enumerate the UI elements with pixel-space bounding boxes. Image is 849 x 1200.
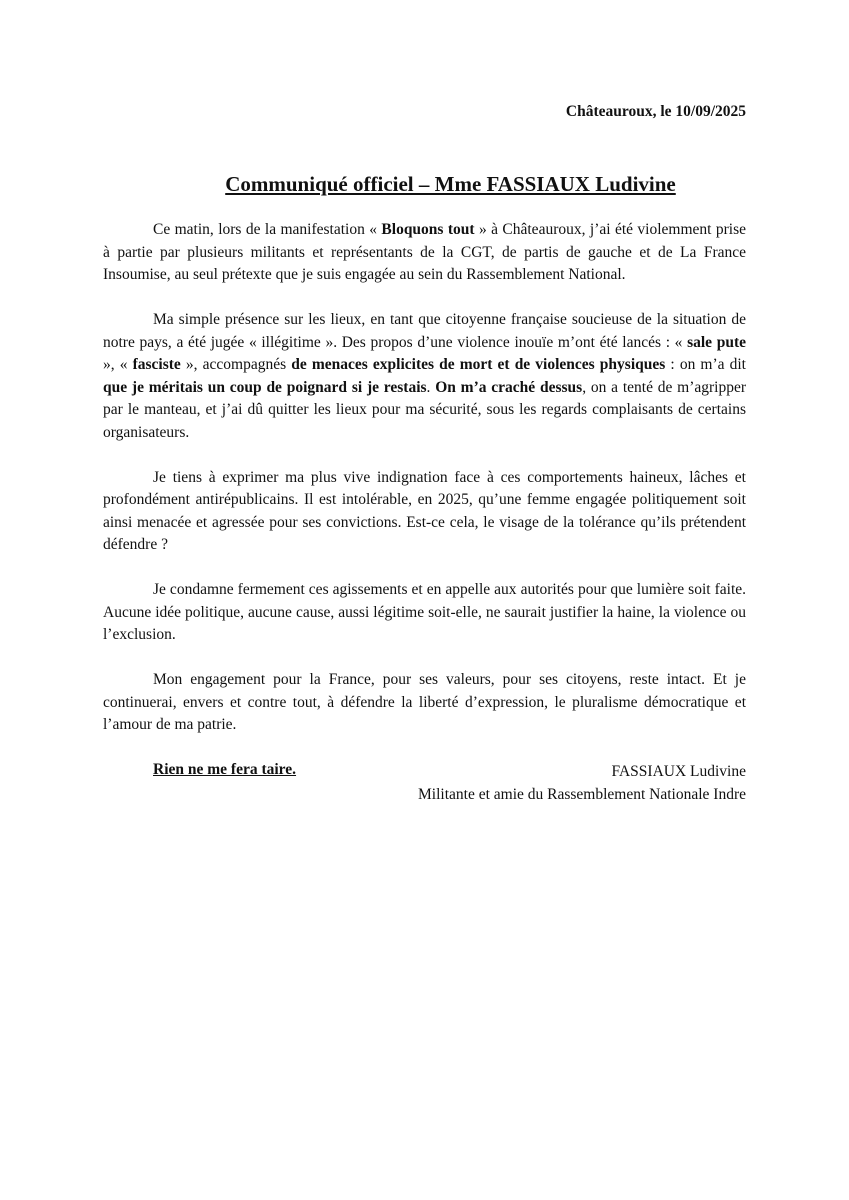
- paragraph-2-text-1: », «: [103, 356, 133, 373]
- signature-role: Militante et amie du Rassemblement Nationale Indre: [418, 785, 746, 803]
- paragraph-2-text-2: », accompagnés: [180, 356, 292, 373]
- paragraph-2-bold-0: sale pute: [687, 333, 746, 351]
- paragraph-5: Mon engagement pour la France, pour ses valeurs, pour ses citoyens, reste intact. Et je continuerai, envers et contre tout, à défendre la liberté d’expression, le pluralisme démocratique et l’amour de ma patrie.: [103, 671, 746, 733]
- signature-block: [418, 761, 746, 806]
- paragraph-1: [103, 219, 746, 287]
- paragraph-2-text-5: , on a tenté de m’agripper par le manteau, et j’ai dû quitter les lieux pour ma sécurité, sous les regards complaisants de certains organisateurs.: [103, 378, 747, 441]
- document-title: Communiqué officiel – Mme FASSIAUX Ludivine: [225, 172, 676, 196]
- paragraph-1-text-1: » à Châteauroux, j’ai été violemment prise à partie par plusieurs militants et représentants de la CGT, de partis de gauche et de La France Insoumise, au seul prétexte que je suis engagée au sein du Rassemblement National.: [103, 221, 746, 283]
- paragraph-1-bold-0: Bloquons tout: [381, 221, 475, 238]
- date-line: Châteauroux, le 10/09/2025: [565, 103, 746, 120]
- paragraph-2-text-4: .: [426, 378, 436, 396]
- paragraph-2-text-3: : on m’a dit: [665, 356, 746, 373]
- paragraph-2-bold-1: fasciste: [132, 356, 181, 373]
- closing-line: Rien ne me fera taire.: [153, 761, 297, 778]
- document-body: [103, 219, 746, 782]
- paragraph-2-text-0: Ma simple présence sur les lieux, en tant que citoyenne française soucieuse de la situation de notre pays, a été jugée « illégitime ». Des propos d’une violence inouïe m’ont été lancés : «: [103, 311, 746, 351]
- paragraph-1-text-0: Ce matin, lors de la manifestation «: [153, 221, 382, 238]
- paragraph-3: Je tiens à exprimer ma plus vive indignation face à ces comportements haineux, lâches et profondément antirépublicains. Il est intolérable, en 2025, qu’une femme engagée politiquement soit ainsi menacée et agressée pour ses convictions. Est-ce cela, le visage de la tolérance qu’ils prétendent défendre ?: [103, 468, 746, 553]
- paragraph-2: [103, 309, 746, 444]
- paragraph-4: Je condamne fermement ces agissements et en appelle aux autorités pour que lumière soit faite. Aucune idée politique, aucune cause, aussi légitime soit-elle, ne saurait justifier la haine, la violence ou l’exclusion.: [103, 581, 746, 643]
- signature-name: FASSIAUX Ludivine: [611, 763, 746, 780]
- paragraph-2-bold-3: que je méritais un coup de poignard si je restais: [103, 378, 427, 396]
- paragraph-2-bold-2: de menaces explicites de mort et de violences physiques: [291, 356, 666, 373]
- paragraph-2-bold-4: On m’a craché dessus: [435, 378, 583, 396]
